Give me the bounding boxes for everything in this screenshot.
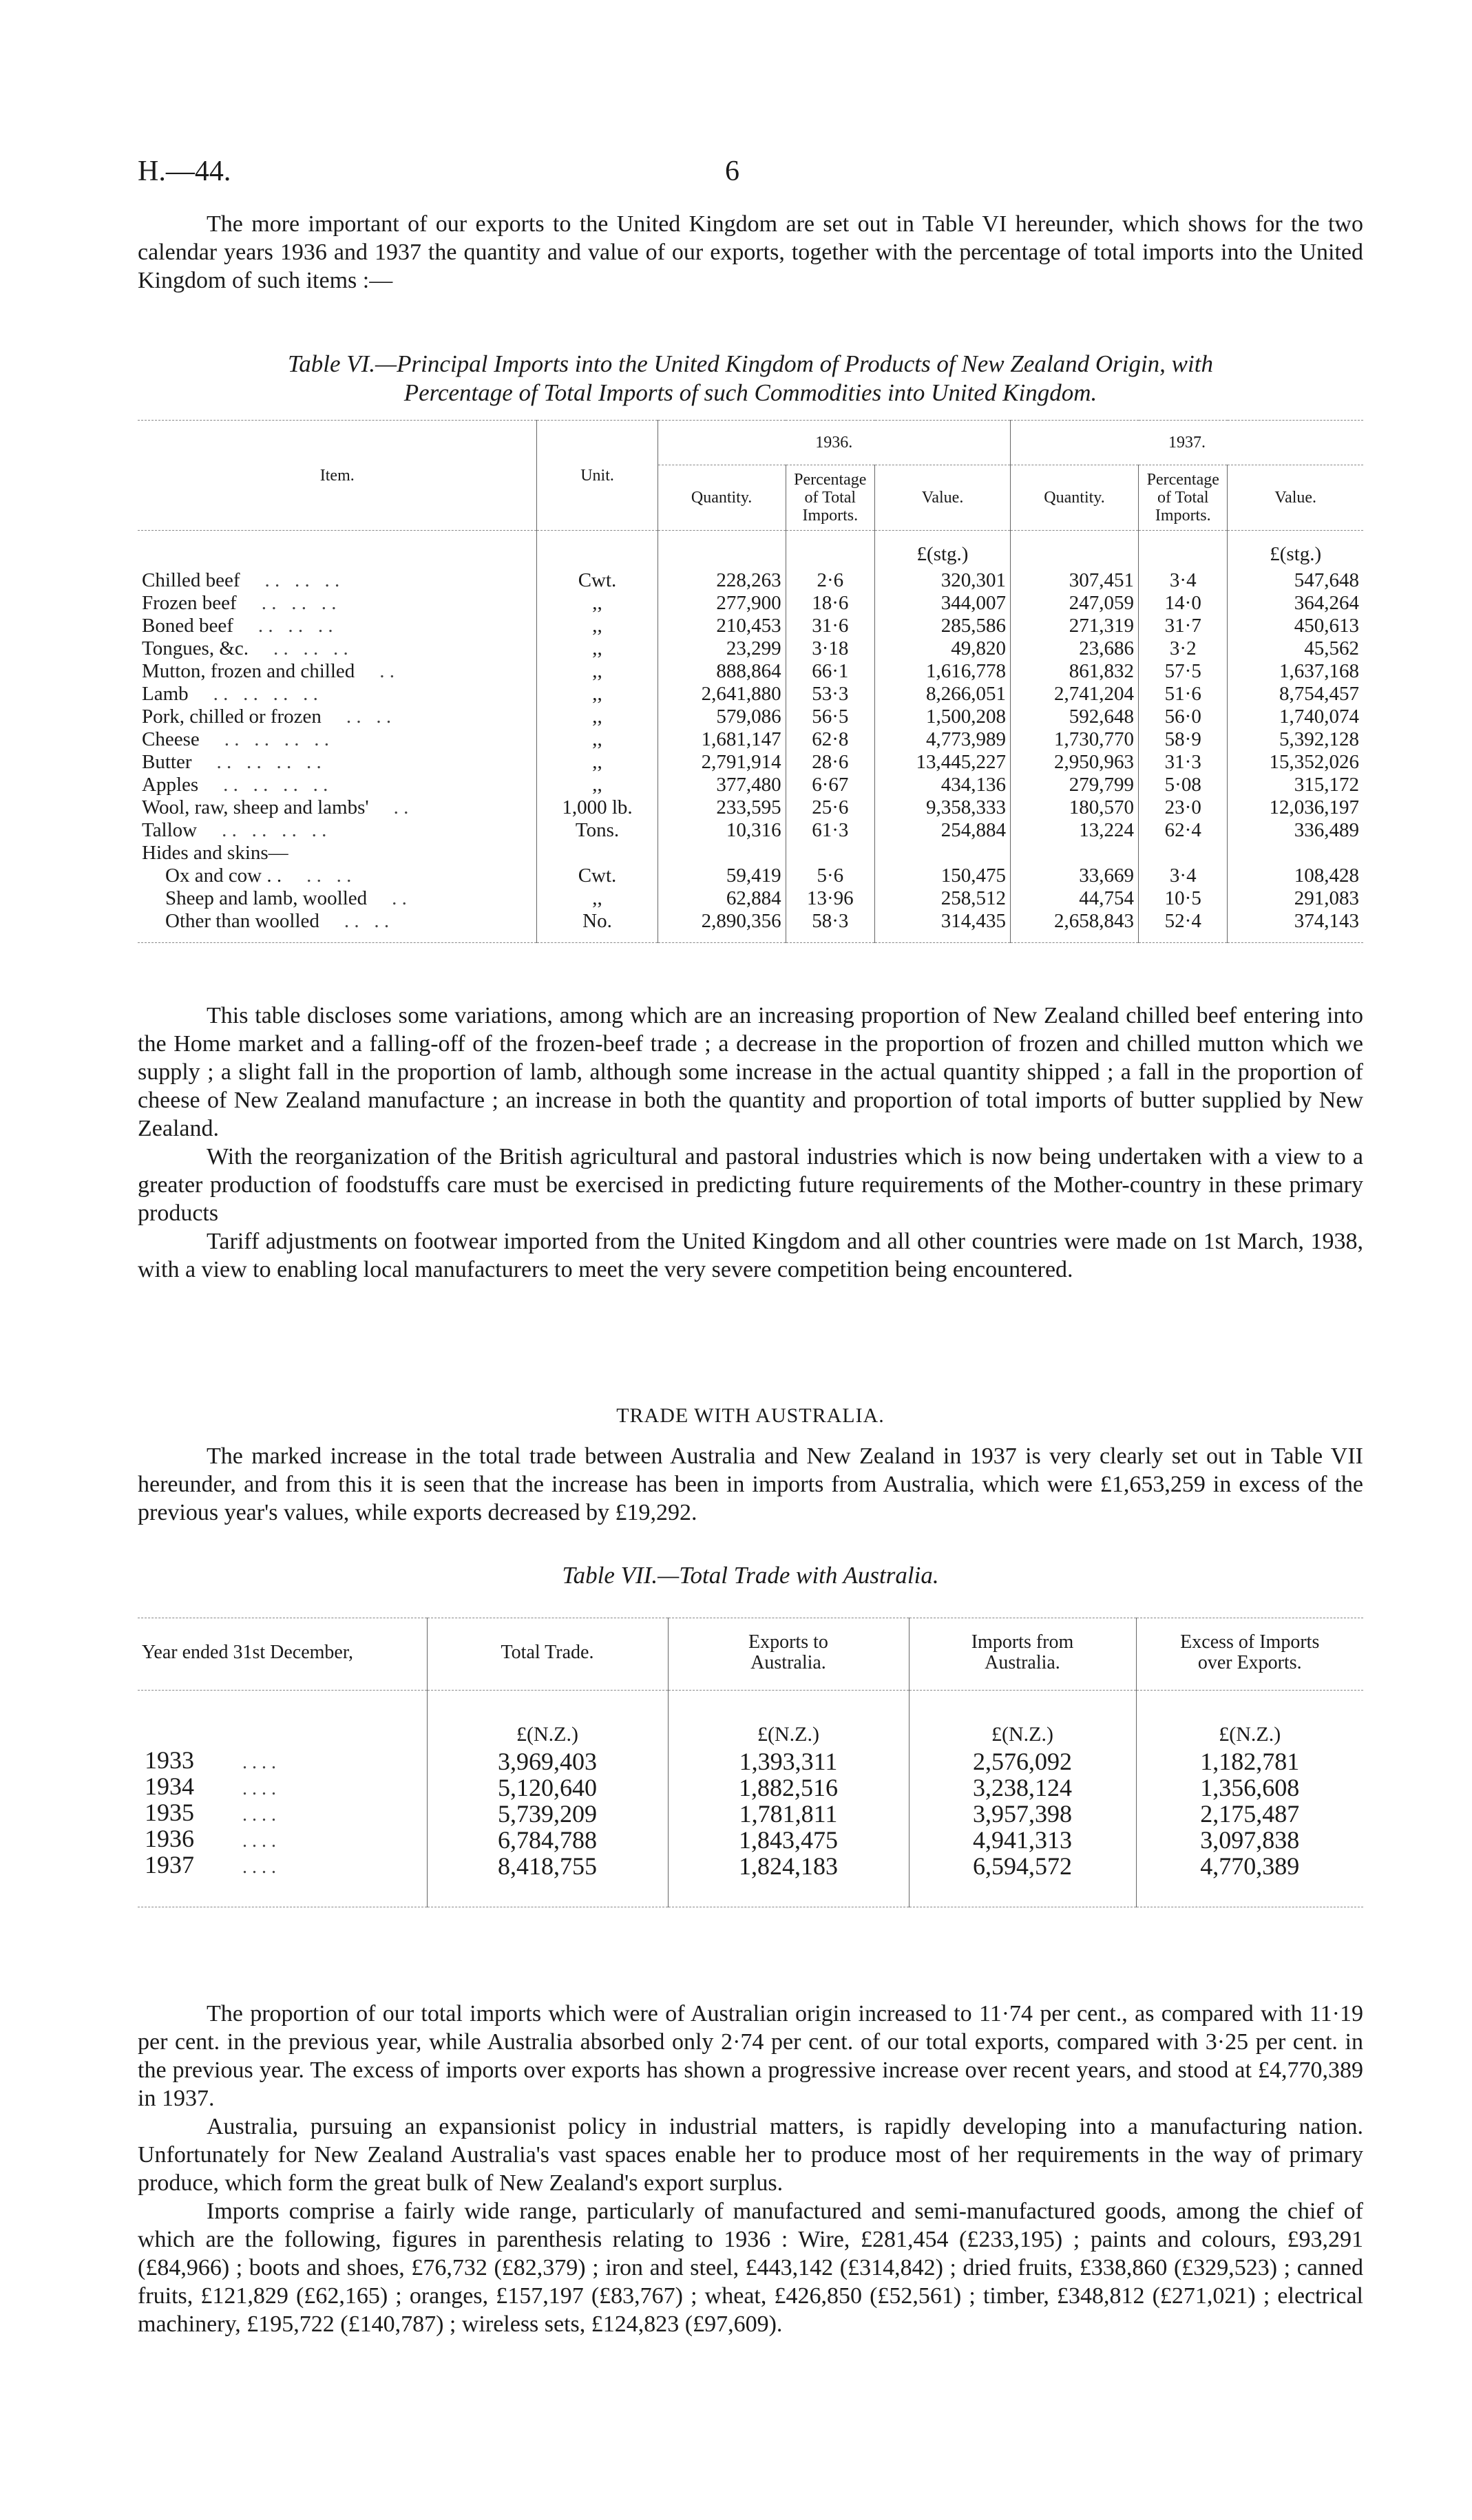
table6-cell-percentage-1936: 62·8 — [786, 728, 874, 751]
table6-cell-item — [138, 592, 537, 615]
table6-cell-percentage-1937: 57·5 — [1139, 660, 1228, 683]
table6-cell-unit: ,, — [537, 751, 658, 774]
table6-cell-item — [138, 706, 537, 728]
table7-year-label: 1937 — [145, 1851, 194, 1878]
table6-cell-unit: ,, — [537, 615, 658, 637]
table6-cell-value-1936: 9,358,333 — [875, 796, 1011, 819]
table6-cell-value-1937: 374,143 — [1228, 910, 1363, 943]
table6-cell-unit: ,, — [537, 683, 658, 706]
table6-cell-percentage-1937: 51·6 — [1139, 683, 1228, 706]
table6-cell-unit: Cwt. — [537, 865, 658, 887]
document-reference: H.—44. — [138, 156, 231, 187]
table6-header-quantity-1936: Quantity. — [658, 465, 786, 531]
table6-row — [138, 887, 1363, 910]
table6-cell-value-1937: 336,489 — [1228, 819, 1363, 842]
table6-cell-value-1937: 8,754,457 — [1228, 683, 1363, 706]
table6-cell-percentage-1936: 6·67 — [786, 774, 874, 796]
table6-header-value-1937: Value. — [1228, 465, 1363, 531]
table6-cell-percentage-1936: 58·3 — [786, 910, 874, 943]
table6-row — [138, 865, 1363, 887]
table6-cell-quantity-1937: 592,648 — [1011, 706, 1139, 728]
table6-cell-value-1936: 434,136 — [875, 774, 1011, 796]
table6-cell-percentage-1936: 28·6 — [786, 751, 874, 774]
table7-leader-dots: . . . . — [242, 1778, 276, 1799]
table6-cell-percentage-1936: 56·5 — [786, 706, 874, 728]
table6-item-label: Sheep and lamb, woolled — [165, 887, 368, 909]
table6-cell-percentage-1937 — [1139, 842, 1228, 865]
table6-row — [138, 774, 1363, 796]
table6-cell-unit: 1,000 lb. — [537, 796, 658, 819]
paragraph-reorganization: With the reorganization of the British agricultural and pastoral industries which is now being undertaken with a view to a greater production of foodstuffs care must be exercised in predicting future requirements of the Mother-country in these primary products — [138, 1144, 1363, 1226]
table6-row — [138, 842, 1363, 865]
table6-leader-dots: . . . . . . . . — [224, 728, 329, 750]
table6-cell-percentage-1936: 18·6 — [786, 592, 874, 615]
table6-cell-value-1937: 15,352,026 — [1228, 751, 1363, 774]
table6-cell-percentage-1936: 61·3 — [786, 819, 874, 842]
table7-cell-exports: 1,882,516 — [668, 1775, 909, 1801]
table6-cell-unit: Cwt. — [537, 569, 658, 592]
table6-cell-unit: ,, — [537, 887, 658, 910]
table6-cell-item — [138, 683, 537, 706]
table6-cell-quantity-1937: 1,730,770 — [1011, 728, 1139, 751]
table6-cell-quantity-1937: 2,658,843 — [1011, 910, 1139, 943]
table6-cell-item — [138, 774, 537, 796]
australia-intro-paragraph: The marked increase in the total trade between Australia and New Zealand in 1937 is very clearly set out in Table VII hereunder, and from this it is seen that the increase has been in imports from Australia, which were £1,653,259 in excess of the previous year's values, while exports decreased by £19,292. — [138, 1443, 1363, 1525]
table7-caption: Table VII.—Total Trade with Australia. — [562, 1562, 939, 1589]
table6-cell-value-1937: 315,172 — [1228, 774, 1363, 796]
section-title-australia: TRADE WITH AUSTRALIA. — [616, 1404, 885, 1427]
table6-header-unit: Unit. — [537, 421, 658, 531]
table6-cell-unit: ,, — [537, 728, 658, 751]
paragraph-tariff: Tariff adjustments on footwear imported from the United Kingdom and all other countries were made on 1st March, 1938, with a view to enabling local manufacturers to meet the very severe competition being encountered. — [138, 1229, 1363, 1282]
table6-item-label: Mutton, frozen and chilled — [142, 660, 355, 682]
table6-row — [138, 683, 1363, 706]
table6-item-label: Tongues, &c. — [142, 637, 249, 659]
table6-cell-quantity-1936 — [658, 842, 786, 865]
table6-leader-dots: . . — [393, 796, 409, 818]
table6-header-value-1936: Value. — [875, 465, 1011, 531]
table6-row — [138, 910, 1363, 943]
table7-year-label: 1933 — [145, 1746, 194, 1774]
table7-header-exports: Exports to Australia. — [668, 1618, 909, 1691]
table6-row — [138, 751, 1363, 774]
table6-cell-item — [138, 615, 537, 637]
table6-cell-quantity-1936: 62,884 — [658, 887, 786, 910]
table6-cell-value-1936 — [875, 842, 1011, 865]
table7-cell-exports: 1,393,311 — [668, 1748, 909, 1775]
table6-cell-value-1937: 108,428 — [1228, 865, 1363, 887]
table6-leader-dots: . . . . — [346, 706, 392, 728]
table6-item-label: Butter — [142, 751, 192, 773]
table7-leader-dots: . . . . — [242, 1830, 276, 1852]
table6-cell-item — [138, 569, 537, 592]
table7-body — [138, 1691, 1363, 1907]
table6-row — [138, 615, 1363, 637]
table6-cell-percentage-1937: 5·08 — [1139, 774, 1228, 796]
table6-cell-quantity-1937: 861,832 — [1011, 660, 1139, 683]
table6-cell-unit: Tons. — [537, 819, 658, 842]
table7-row — [138, 1827, 1363, 1853]
table7-cell-year — [138, 1748, 427, 1775]
table7-leader-dots: . . . . — [242, 1856, 276, 1878]
table6-header-1936: 1936. — [658, 421, 1010, 465]
table6-leader-dots: . . . . . . . . — [213, 683, 318, 705]
table6-cell-percentage-1937: 56·0 — [1139, 706, 1228, 728]
table6-cell-percentage-1937: 58·9 — [1139, 728, 1228, 751]
table6-header-1937: 1937. — [1011, 421, 1364, 465]
table7-cell-exports: 1,781,811 — [668, 1801, 909, 1827]
table6-item-label: Boned beef — [142, 615, 233, 637]
table7-cell-total: 3,969,403 — [427, 1748, 668, 1775]
table6-cell-percentage-1937: 52·4 — [1139, 910, 1228, 943]
table6-cell-value-1936: 4,773,989 — [875, 728, 1011, 751]
table6-leader-dots: . . . . — [344, 910, 390, 932]
table6-cell-value-1936: 8,266,051 — [875, 683, 1011, 706]
table6-leader-dots: . . . . . . — [261, 592, 337, 614]
table7-header-excess: Excess of Imports over Exports. — [1136, 1618, 1363, 1691]
table6-cell-quantity-1936: 228,263 — [658, 569, 786, 592]
table6-item-label: Tallow — [142, 819, 198, 841]
table6-cell-value-1936: 285,586 — [875, 615, 1011, 637]
table6-header-item: Item. — [319, 466, 355, 485]
table6-cell-quantity-1937: 2,950,963 — [1011, 751, 1139, 774]
table6-cell-value-1936: 320,301 — [875, 569, 1011, 592]
table7-year-label: 1935 — [145, 1799, 194, 1826]
table6-currency-1936: £(stg.) — [875, 531, 1011, 570]
table6-cell-item — [138, 910, 537, 943]
table7 — [138, 1618, 1363, 1907]
table6-cell-unit: ,, — [537, 592, 658, 615]
table7-row — [138, 1775, 1363, 1801]
table6-leader-dots: . . . . . . . . — [216, 751, 322, 773]
table6-leader-dots: . . — [379, 660, 395, 682]
table6-cell-value-1937: 12,036,197 — [1228, 796, 1363, 819]
table6-item-label: Cheese — [142, 728, 200, 750]
table6-cell-percentage-1937: 3·4 — [1139, 569, 1228, 592]
table6-cell-percentage-1937: 3·2 — [1139, 637, 1228, 660]
table7-row — [138, 1801, 1363, 1827]
table7-cell-imports: 2,576,092 — [909, 1748, 1136, 1775]
table6-row — [138, 819, 1363, 842]
table6-cell-item — [138, 796, 537, 819]
table6-cell-value-1936: 49,820 — [875, 637, 1011, 660]
table6-cell-quantity-1937: 180,570 — [1011, 796, 1139, 819]
table7-cell-excess: 3,097,838 — [1136, 1827, 1363, 1853]
table6-cell-quantity-1936: 377,480 — [658, 774, 786, 796]
table6-cell-value-1937: 291,083 — [1228, 887, 1363, 910]
table6-leader-dots: . . . . — [306, 865, 352, 887]
table6-cell-item — [138, 842, 537, 865]
table6-cell-percentage-1937: 62·4 — [1139, 819, 1228, 842]
table7-currency-excess: £(N.Z.) — [1136, 1691, 1363, 1749]
table6-row — [138, 728, 1363, 751]
table6-cell-quantity-1936: 233,595 — [658, 796, 786, 819]
table6-cell-value-1936: 254,884 — [875, 819, 1011, 842]
table6-cell-value-1936: 1,616,778 — [875, 660, 1011, 683]
table7-cell-total: 6,784,788 — [427, 1827, 668, 1853]
table6-body — [138, 531, 1363, 943]
table7-cell-exports: 1,843,475 — [668, 1827, 909, 1853]
table7-cell-imports: 3,238,124 — [909, 1775, 1136, 1801]
table6-cell-quantity-1937: 44,754 — [1011, 887, 1139, 910]
table6-cell-value-1936: 13,445,227 — [875, 751, 1011, 774]
paragraph-imports-range: Imports comprise a fairly wide range, particularly of manufactured and semi-manufactured goods, among the chief of which are the following, figures in parenthesis relating to 1936 : Wire, £281,454 (£233,195) ; paints and colours, £93,291 (£84,966) ; boots and shoes, £76,732 (£82,379) ; iron and steel, £443,142 (£314,842) ; dried fruits, £338,860 (£329,523) ; canned fruits, £121,829 (£62,165) ; oranges, £157,197 (£83,767) ; wheat, £426,850 (£52,561) ; timber, £348,812 (£271,021) ; electrical machinery, £195,722 (£140,787) ; wireless sets, £124,823 (£97,609). — [138, 2199, 1363, 2337]
table6-cell-value-1937: 1,637,168 — [1228, 660, 1363, 683]
table6-cell-quantity-1937: 33,669 — [1011, 865, 1139, 887]
table6-leader-dots: . . . . . . — [273, 637, 348, 659]
table6-discussion — [138, 1002, 1363, 1284]
table6-cell-value-1937: 5,392,128 — [1228, 728, 1363, 751]
table6-cell-value-1936: 150,475 — [875, 865, 1011, 887]
table7-cell-excess: 2,175,487 — [1136, 1801, 1363, 1827]
table6 — [138, 420, 1363, 943]
table6-cell-quantity-1937: 271,319 — [1011, 615, 1139, 637]
table6-row — [138, 796, 1363, 819]
table6-cell-quantity-1936: 23,299 — [658, 637, 786, 660]
table6-cell-percentage-1936: 2·6 — [786, 569, 874, 592]
table6-cell-percentage-1936: 66·1 — [786, 660, 874, 683]
table7-cell-imports: 4,941,313 — [909, 1827, 1136, 1853]
intro-paragraph: The more important of our exports to the United Kingdom are set out in Table VI hereunder, which shows for the two calendar years 1936 and 1937 the quantity and value of our exports, together with the percentage of total imports into the United Kingdom of such items :— — [138, 211, 1363, 293]
table6-cell-value-1936: 314,435 — [875, 910, 1011, 943]
table6-item-label: Chilled beef — [142, 569, 240, 591]
table6-cell-quantity-1936: 277,900 — [658, 592, 786, 615]
table7-cell-excess: 1,182,781 — [1136, 1748, 1363, 1775]
table6-cell-value-1936: 344,007 — [875, 592, 1011, 615]
table6-cell-unit: ,, — [537, 637, 658, 660]
table6-item-label: Apples — [142, 774, 199, 796]
table6-cell-value-1937: 1,740,074 — [1228, 706, 1363, 728]
table6-cell-quantity-1937: 23,686 — [1011, 637, 1139, 660]
table7-row — [138, 1853, 1363, 1907]
table6-cell-quantity-1936: 579,086 — [658, 706, 786, 728]
table7-cell-imports: 6,594,572 — [909, 1853, 1136, 1907]
paragraph-expansionist: Australia, pursuing an expansionist policy in industrial matters, is rapidly developing into a manufacturing nation. Unfortunately for New Zealand Australia's vast spaces enable her to produce most of her requirements in the way of primary produce, which form the great bulk of New Zealand's export surplus. — [138, 2114, 1363, 2196]
table6-cell-value-1937: 450,613 — [1228, 615, 1363, 637]
table6-caption-line2: Percentage of Total Imports of such Commodities into United Kingdom. — [403, 379, 1097, 406]
table6-cell-percentage-1937: 3·4 — [1139, 865, 1228, 887]
table6-cell-quantity-1936: 59,419 — [658, 865, 786, 887]
table6-cell-item — [138, 751, 537, 774]
table7-cell-imports: 3,957,398 — [909, 1801, 1136, 1827]
paragraph-variations: This table discloses some variations, among which are an increasing proportion of New Zealand chilled beef entering into the Home market and a falling-off of the frozen-beef trade ; a decrease in the proportion of frozen and chilled mutton which we supply ; a slight fall in the proportion of lamb, although some increase in the actual quantity shipped ; a fall in the proportion of cheese of New Zealand manufacture ; an increase in both the quantity and proportion of total imports of butter supplied by New Zealand. — [138, 1003, 1363, 1141]
table6-cell-value-1936: 258,512 — [875, 887, 1011, 910]
table7-currency-imports: £(N.Z.) — [909, 1691, 1136, 1749]
table6-item-label: Other than woolled — [165, 910, 319, 932]
table7-cell-excess: 1,356,608 — [1136, 1775, 1363, 1801]
page-number: 6 — [725, 156, 739, 187]
table6-cell-percentage-1936: 5·6 — [786, 865, 874, 887]
table7-cell-year — [138, 1853, 427, 1907]
table6-item-label: Ox and cow . . — [165, 865, 282, 887]
table7-cell-year — [138, 1801, 427, 1827]
table6-cell-value-1937: 364,264 — [1228, 592, 1363, 615]
table6-cell-item — [138, 865, 537, 887]
table7-leader-dots: . . . . — [242, 1804, 276, 1825]
table7-cell-year — [138, 1827, 427, 1853]
table6-cell-item — [138, 887, 537, 910]
table6-row — [138, 592, 1363, 615]
table6-caption — [138, 350, 1363, 407]
table6-cell-quantity-1936: 2,890,356 — [658, 910, 786, 943]
paragraph-proportion: The proportion of our total imports which were of Australian origin increased to 11·74 per cent., as compared with 11·19 per cent. in the previous year, while Australia absorbed only 2·74 per cent. of our total exports, compared with 3·25 per cent. in the previous year. The excess of imports over exports has shown a progressive increase over recent years, and stood at £4,770,389 in 1937. — [138, 2001, 1363, 2111]
table7-currency-row — [138, 1691, 1363, 1749]
table6-cell-quantity-1937: 247,059 — [1011, 592, 1139, 615]
table7-year-label: 1936 — [145, 1825, 194, 1852]
table6-cell-item — [138, 637, 537, 660]
table6-cell-quantity-1937 — [1011, 842, 1139, 865]
table6-cell-unit: ,, — [537, 774, 658, 796]
table7-cell-year — [138, 1772, 427, 1801]
table6-cell-percentage-1936 — [786, 842, 874, 865]
table7-currency-total: £(N.Z.) — [427, 1691, 668, 1749]
table6-header-quantity-1937: Quantity. — [1011, 465, 1139, 531]
table6-header-percentage-1936: Percentage of Total Imports. — [786, 465, 874, 531]
table6-leader-dots: . . . . . . . . — [222, 819, 327, 841]
table6-cell-quantity-1937: 307,451 — [1011, 569, 1139, 592]
table7-cell-excess: 4,770,389 — [1136, 1853, 1363, 1907]
table6-row — [138, 660, 1363, 683]
table6-cell-quantity-1936: 210,453 — [658, 615, 786, 637]
table6-item-label: Frozen beef — [142, 592, 237, 614]
table6-cell-unit: ,, — [537, 706, 658, 728]
table6-cell-percentage-1936: 25·6 — [786, 796, 874, 819]
table6-currency-1937: £(stg.) — [1228, 531, 1363, 570]
table6-leader-dots: . . — [392, 887, 407, 909]
table6-cell-quantity-1936: 2,791,914 — [658, 751, 786, 774]
table6-cell-percentage-1937: 31·7 — [1139, 615, 1228, 637]
table7-currency-exports: £(N.Z.) — [668, 1691, 909, 1749]
table6-cell-percentage-1936: 3·18 — [786, 637, 874, 660]
table6-cell-percentage-1937: 10·5 — [1139, 887, 1228, 910]
table6-row — [138, 637, 1363, 660]
table6-cell-value-1937: 547,648 — [1228, 569, 1363, 592]
table6-cell-item — [138, 819, 537, 842]
table7-header-year: Year ended 31st December, — [142, 1642, 354, 1663]
table7-header-imports: Imports from Australia. — [909, 1618, 1136, 1691]
table6-header-percentage-1937: Percentage of Total Imports. — [1139, 465, 1228, 531]
table6-cell-value-1937: 45,562 — [1228, 637, 1363, 660]
table6-cell-percentage-1936: 53·3 — [786, 683, 874, 706]
table6-cell-quantity-1936: 1,681,147 — [658, 728, 786, 751]
table7-discussion — [138, 2000, 1363, 2338]
table7-leader-dots: . . . . — [242, 1752, 276, 1773]
table6-cell-percentage-1937: 23·0 — [1139, 796, 1228, 819]
table6-leader-dots: . . . . . . — [257, 615, 333, 637]
table6-cell-quantity-1936: 888,864 — [658, 660, 786, 683]
table6-leader-dots: . . . . . . — [264, 569, 340, 591]
table6-caption-line1: Table VI.—Principal Imports into the United Kingdom of Products of New Zealand Origin, with — [288, 350, 1213, 377]
table6-item-label: Hides and skins— — [142, 842, 288, 864]
table6-row — [138, 706, 1363, 728]
table6-cell-unit: ,, — [537, 660, 658, 683]
table6-cell-quantity-1937: 13,224 — [1011, 819, 1139, 842]
table7-cell-total: 5,120,640 — [427, 1775, 668, 1801]
table6-cell-quantity-1937: 279,799 — [1011, 774, 1139, 796]
table7-cell-total: 8,418,755 — [427, 1853, 668, 1907]
table7-year-label: 1934 — [145, 1772, 194, 1800]
table6-cell-percentage-1937: 14·0 — [1139, 592, 1228, 615]
table6-cell-unit: No. — [537, 910, 658, 943]
table6-cell-quantity-1937: 2,741,204 — [1011, 683, 1139, 706]
table6-cell-value-1936: 1,500,208 — [875, 706, 1011, 728]
table6-item-label: Pork, chilled or frozen — [142, 706, 322, 728]
table6-leader-dots: . . . . . . . . — [223, 774, 328, 796]
table6-cell-item — [138, 660, 537, 683]
table6-currency-row — [138, 531, 1363, 570]
table6-cell-value-1937 — [1228, 842, 1363, 865]
table7-header-total: Total Trade. — [427, 1618, 668, 1691]
table7-cell-exports: 1,824,183 — [668, 1853, 909, 1907]
table6-cell-quantity-1936: 2,641,880 — [658, 683, 786, 706]
table6-item-label: Wool, raw, sheep and lambs' — [142, 796, 369, 818]
table6-row — [138, 569, 1363, 592]
table7-row — [138, 1748, 1363, 1775]
table7-cell-total: 5,739,209 — [427, 1801, 668, 1827]
table6-cell-percentage-1937: 31·3 — [1139, 751, 1228, 774]
table6-cell-percentage-1936: 13·96 — [786, 887, 874, 910]
table6-cell-unit — [537, 842, 658, 865]
table6-cell-percentage-1936: 31·6 — [786, 615, 874, 637]
table6-cell-item — [138, 728, 537, 751]
table6-cell-quantity-1936: 10,316 — [658, 819, 786, 842]
table6-item-label: Lamb — [142, 683, 189, 705]
